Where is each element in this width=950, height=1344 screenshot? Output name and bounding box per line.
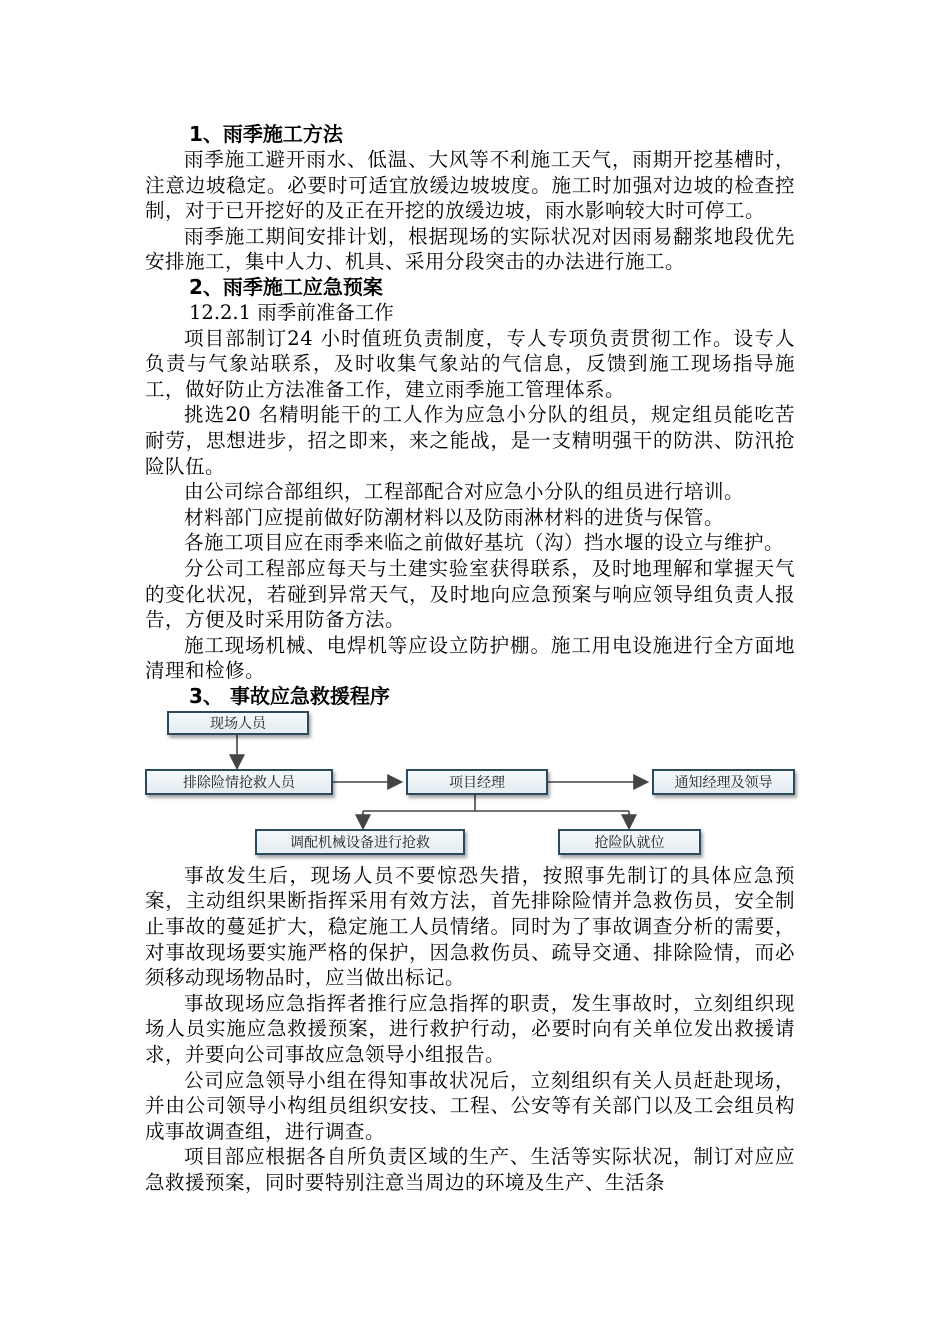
section2-paragraph-7: 施工现场机械、电焊机等应设立防护棚。施工用电设施进行全方面地清理和检修。: [145, 633, 795, 683]
section2-paragraph-6: 分公司工程部应每天与土建实验室获得联系，及时地理解和掌握天气的变化状况，若碰到异常天气，及时地向应急预案与响应领导组负责人报告，方便及时采用防备方法。: [145, 556, 795, 632]
section2-paragraph-3: 由公司综合部组织，工程部配合对应急小分队的组员进行培训。: [184, 480, 745, 504]
flow-box-hazard-rescue: 排除险情抢救人员: [145, 769, 333, 795]
section2-paragraph-4: 材料部门应提前做好防潮材料以及防雨淋材料的进货与保管。: [184, 505, 725, 529]
section1-paragraph-2: 雨季施工期间安排计划，根据现场的实际状况对因雨易翻浆地段优先安排施工，集中人力、机具、采用分段突击的办法进行施工。: [145, 224, 795, 274]
section3-paragraph-1: 事故发生后，现场人员不要惊恐失措，按照事先制订的具体应急预案，主动组织果断指挥采用有效方法，首先排除险情并急救伤员，安全制止事故的蔓延扩大，稳定施工人员情绪。同时为了事故调查分析的需要，对事故现场要实施严格的保护，因急救伤员、疏导交通、排除险情，而必须移动现场物品时，应当做出标记。: [145, 863, 795, 990]
section3-paragraph-3: 公司应急领导小组在得知事故状况后，立刻组织有关人员赶赴现场，并由公司领导小构组员组织安技、工程、公安等有关部门以及工会组员构成事故调查组，进行调查。: [145, 1068, 795, 1143]
section3-paragraph-4: 项目部应根据各自所负责区域的生产、生活等实际状况，制订对应应急救援预案，同时要特别注意当周边的环境及生产、生活条: [145, 1145, 795, 1194]
document-page: [145, 122, 795, 1196]
section2-subheading: 12.2.1 雨季前准备工作: [189, 300, 394, 324]
flow-box-rescue-team: 抢险队就位: [558, 829, 701, 855]
section2-paragraph-1: 项目部制订24 小时值班负责制度，专人专项负责贯彻工作。设专人负责与气象站联系，及时收集气象站的气信息，反馈到施工现场指导施工，做好防止方法准备工作，建立雨季施工管理体系。: [145, 326, 795, 401]
flow-box-on-site: 现场人员: [167, 711, 309, 735]
section2-heading: 2、雨季施工应急预案: [189, 274, 383, 299]
section2-paragraph-5: 各施工项目应在雨季来临之前做好基坑（沟）挡水堰的设立与维护。: [184, 531, 785, 555]
emergency-flowchart: [145, 711, 795, 863]
section1-paragraph-1: 雨季施工避开雨水、低温、大风等不利施工天气，雨期开挖基槽时，注意边坡稳定。必要时可适宜放缓边坡坡度。施工时加强对边坡的检查控制，对于已开挖好的及正在开挖的放缓边坡，雨水影响较大时可停工。: [145, 148, 795, 223]
section3-heading: 3、 事故应急救援程序: [189, 683, 390, 708]
section3-paragraph-2: 事故现场应急指挥者推行应急指挥的职责，发生事故时，立刻组织现场人员实施应急救援预案，进行救护行动，必要时向有关单位发出救援请求，并要向公司事故应急领导小组报告。: [145, 991, 795, 1067]
section2-paragraph-2: 挑选20 名精明能干的工人作为应急小分队的组员，规定组员能吃苦耐劳，思想进步，招之即来，来之能战，是一支精明强干的防洪、防汛抢险队伍。: [145, 403, 795, 478]
section1-heading: 1、雨季施工方法: [189, 122, 343, 146]
flow-box-notify-leaders: 通知经理及领导: [652, 769, 795, 795]
flow-box-dispatch-machinery: 调配机械设备进行抢救: [255, 829, 465, 855]
flow-box-project-manager: 项目经理: [406, 769, 548, 795]
